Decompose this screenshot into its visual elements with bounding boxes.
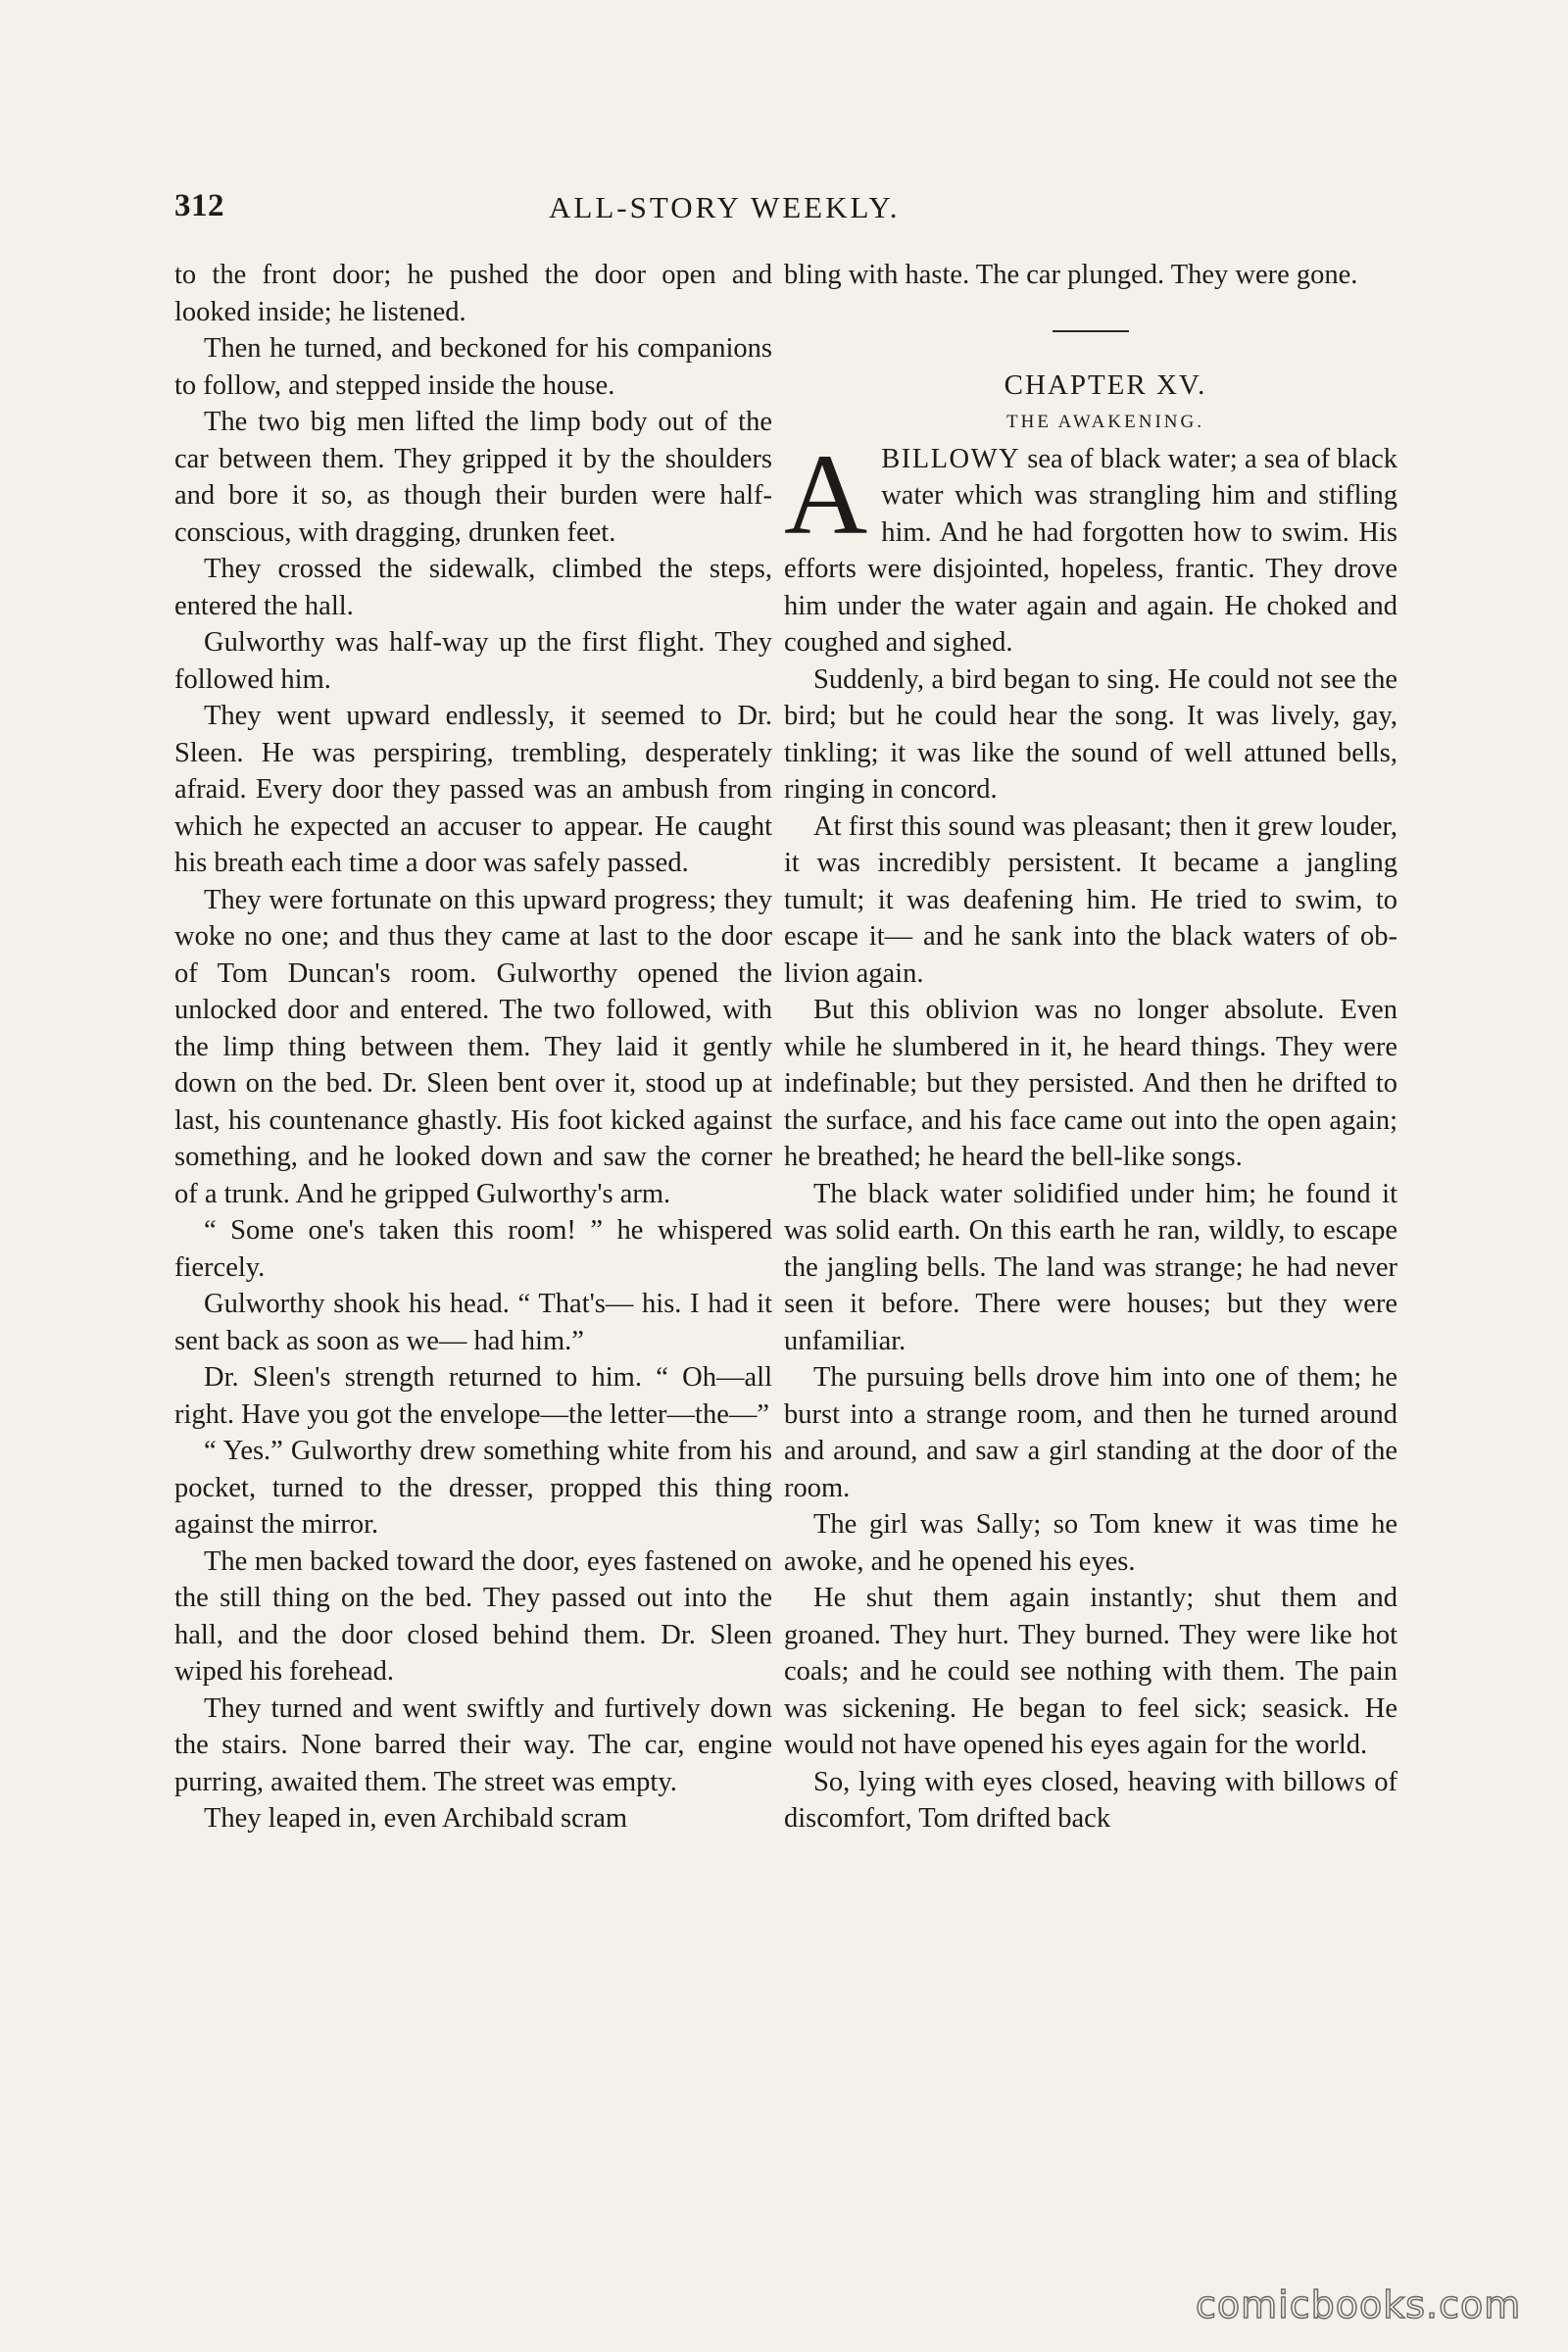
lead-caps: BILLOWY xyxy=(881,443,1021,474)
paragraph: Suddenly, a bird began to sing. He could not see the bird; but he could hear the song. It was lively, gay, tinkling; it was like the sound of well attuned bells, ringing in concord. xyxy=(784,663,1397,805)
paragraph: But this oblivion was no longer absolute. Even while he slumbered in it, he heard things. They were indefinable; but they persisted. And then he drifted to the surface, and his face came out into the open again; he breathed; he heard the bell-like songs. xyxy=(784,995,1397,1172)
paragraph: They crossed the sidewalk, climbed the steps, entered the hall. xyxy=(174,554,772,621)
paragraph: The men backed toward the door, eyes fastened on the still thing on the bed. They passed out into the hall, and the door closed behind them. Dr. Sleen wiped his forehead. xyxy=(174,1545,772,1687)
drop-cap: A xyxy=(784,429,868,559)
paragraph: He shut them again instantly; shut them and groaned. They hurt. They burned. They were like hot coals; and he could see nothing with them. The pain was sickening. He began to feel sick; seasick. He would not have opened his eyes again for the world. xyxy=(784,1583,1397,1760)
paragraph: They leaped in, even Archibald scram xyxy=(204,1803,628,1834)
paragraph: Gulworthy was half-way up the first flight. They followed him. xyxy=(174,627,772,695)
chapter-title: CHAPTER XV. xyxy=(1004,368,1207,401)
paragraph: At first this sound was pleasant; then it grew louder, it was incredibly persistent. It became a jangling tumult; it was deafening him. He tried to swim, to escape it— and he sank into the black waters of oblivion again. xyxy=(784,810,1397,989)
paragraph: Dr. Sleen's strength returned to him. “ Oh—all right. Have you got the envelope—the letter—the—” xyxy=(174,1362,772,1430)
paragraph: to the front door; he pushed the door open and looked inside; he listened. xyxy=(174,260,772,327)
paragraph: Then he turned, and beckoned for his companions to follow, and stepped inside the house. xyxy=(174,333,772,401)
paragraph: The pursuing bells drove him into one of them; he burst into a strange room, and then he turned around and around, and saw a girl standing at the door of the room. xyxy=(784,1362,1397,1503)
chapter-opening-paragraph xyxy=(784,429,1397,662)
watermark: comicbooks.com xyxy=(1196,2283,1522,2327)
page-number: 312 xyxy=(174,188,224,223)
paragraph: “ Yes.” Gulworthy drew something white from his pocket, turned to the dresser, propped this thing against the mirror. xyxy=(174,1436,772,1540)
paragraph: The black water solidified under him; he found it was solid earth. On this earth he ran, wildly, to escape the jangling bells. The land was strange; he had never seen it before. There were houses; but they were unfamiliar. xyxy=(784,1178,1397,1356)
paragraph: They turned and went swiftly and furtively down the stairs. None barred their way. The car, engine purring, awaited them. The street was empty. xyxy=(174,1692,772,1797)
continuation-paragraph: bling with haste. The car plunged. They were gone. xyxy=(784,260,1358,290)
paragraph: “ Some one's taken this room! ” he whispered fiercely. xyxy=(174,1215,772,1283)
left-column xyxy=(174,257,772,1838)
section-rule xyxy=(1053,330,1129,332)
paragraph: They went upward endlessly, it seemed to Dr. Sleen. He was perspiring, trembling, desperately afraid. Every door they passed was an ambush from which he expected an accuser to appear. He caught his breath each time a door was safely passed. xyxy=(174,701,772,878)
right-column xyxy=(784,257,1397,1838)
paragraph: So, lying with eyes closed, heaving with billows of discomfort, Tom drifted back xyxy=(784,1766,1397,1834)
paragraph: The girl was Sally; so Tom knew it was time he awoke, and he opened his eyes. xyxy=(784,1509,1397,1577)
chapter-subtitle: THE AWAKENING. xyxy=(1006,412,1204,432)
running-head: ALL-STORY WEEKLY. xyxy=(549,190,901,224)
paragraph: They were fortunate on this upward progress; they woke no one; and thus they came at last to the door of Tom Duncan's room. Gulworthy opened the unlocked door and entered. The two followed, with the limp thing between them. They laid it gently down on the bed. Dr. Sleen bent over it, stood up at last, his countenance ghastly. His foot kicked against something, and he looked down and saw the corner of a trunk. And he gripped Gulworthy's arm. xyxy=(174,884,772,1209)
paragraph: Gulworthy shook his head. “ That's— his. I had it sent back as soon as we— had him.” xyxy=(174,1289,772,1356)
paragraph: The two big men lifted the limp body out of the car between them. They gripped it by the shoulders and bore it so, as though their burden were half-conscious, with dragging, drunken feet. xyxy=(174,407,772,548)
opening-text: sea of black water; a sea of black water which was strangling him and stifling him. And he had forgotten how to swim. His efforts were disjointed, hopeless, frantic. They drove him under the water again and again. He choked and coughed and sighed. xyxy=(784,443,1397,658)
